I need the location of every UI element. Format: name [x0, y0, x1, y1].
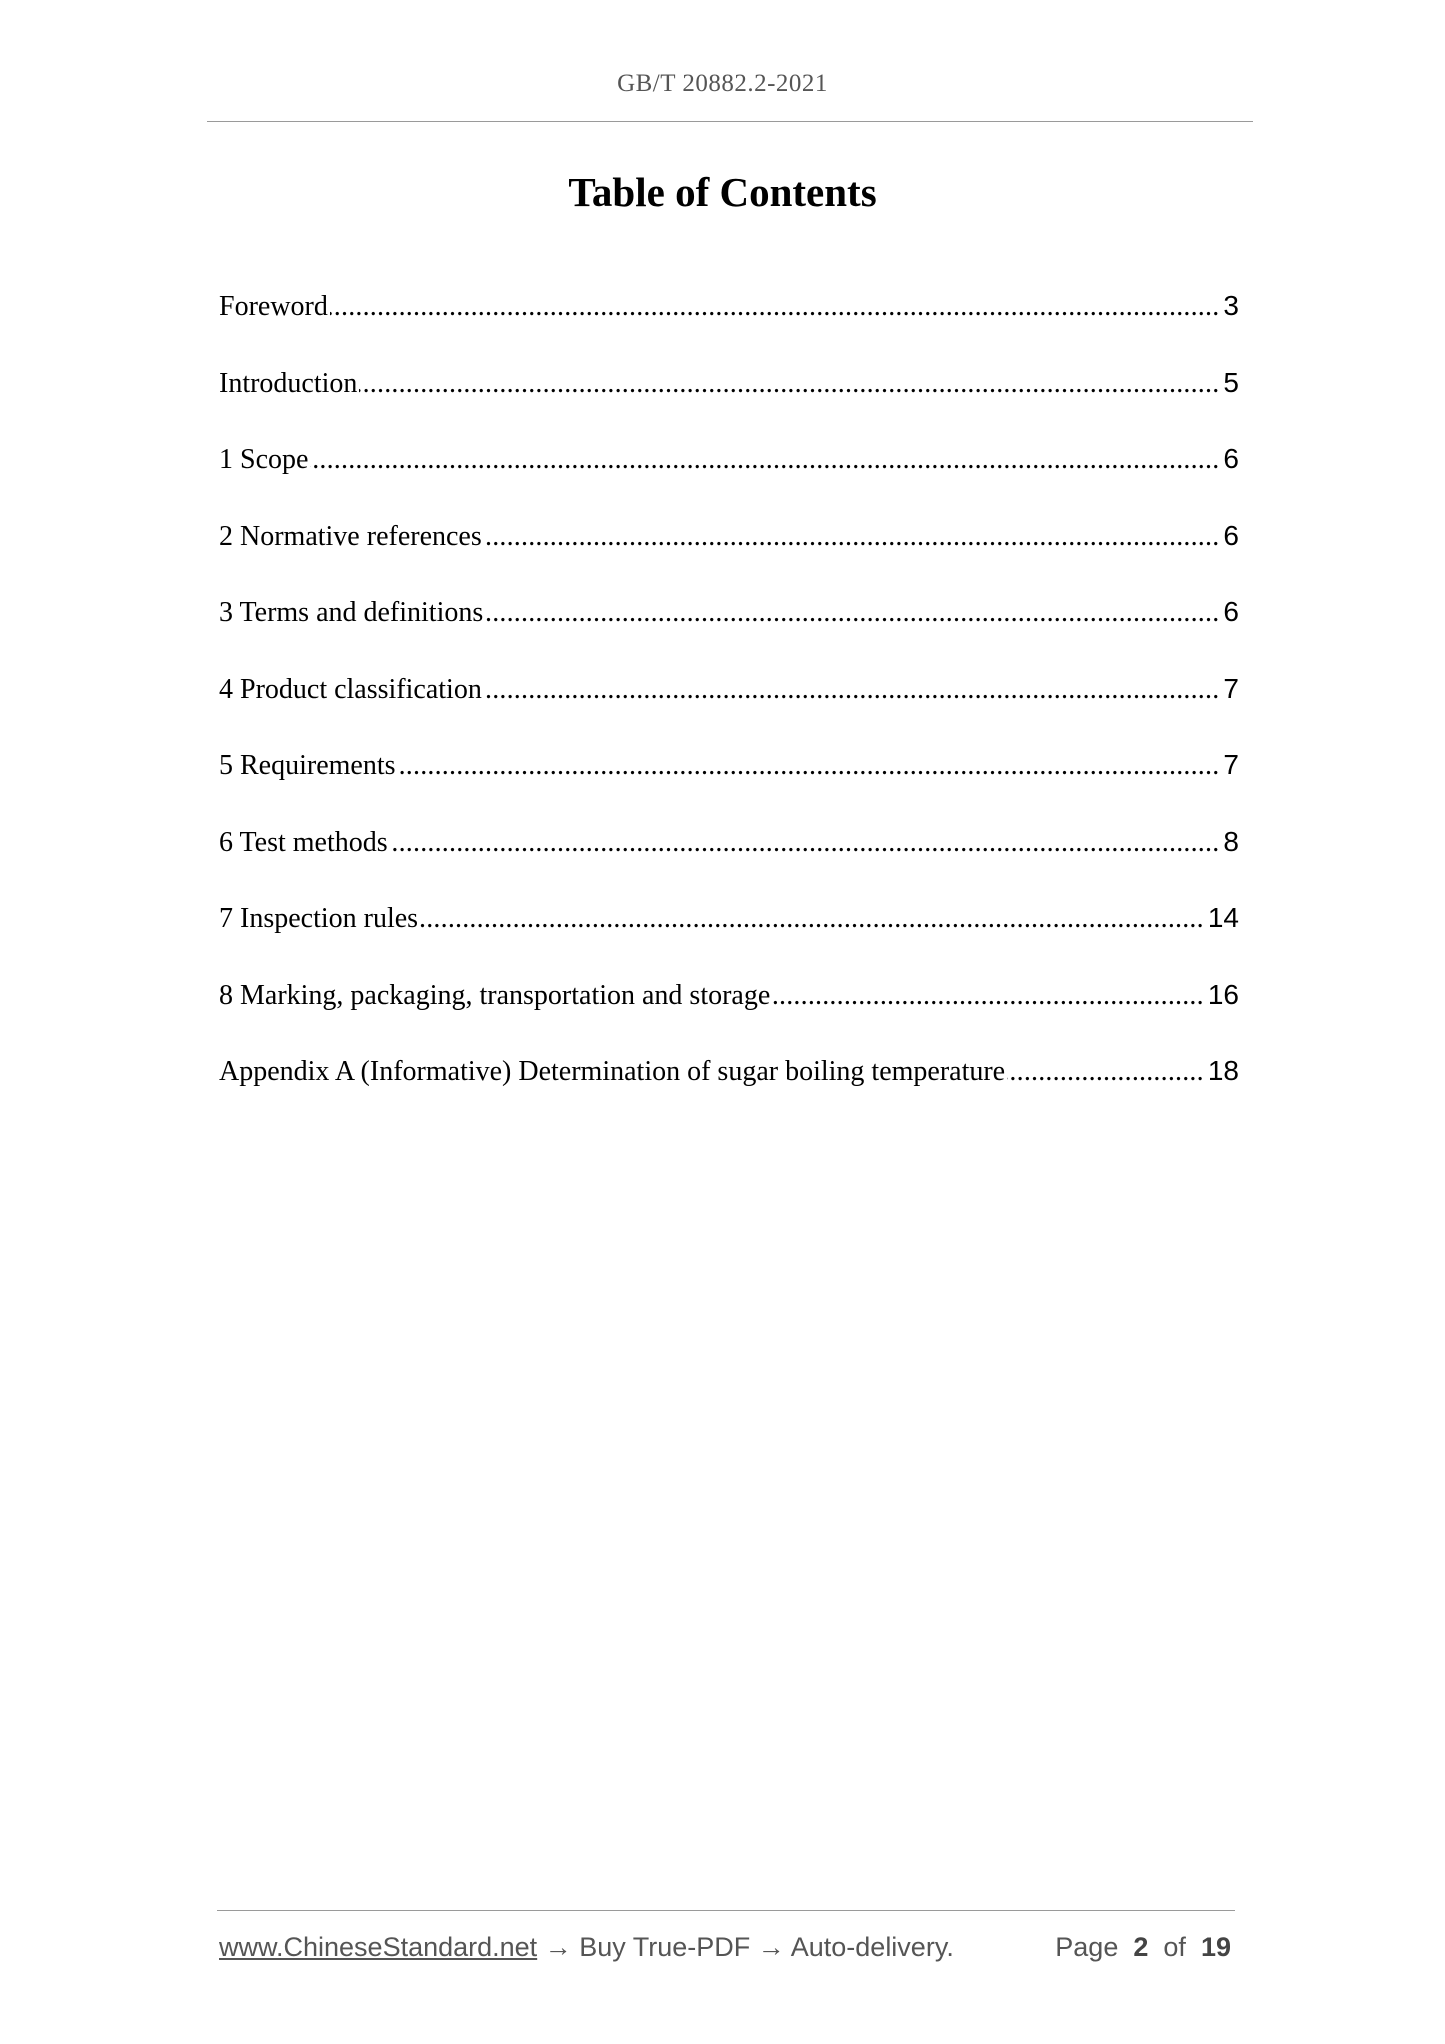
toc-entry-label: 5 Requirements	[219, 750, 396, 781]
toc-dot-leader	[359, 368, 1219, 400]
toc-entry-requirements[interactable]	[219, 749, 1239, 826]
toc-entry-page-number: 8	[1223, 825, 1239, 857]
toc-entry-label: 3 Terms and definitions	[219, 597, 484, 628]
toc-entry-page-number: 16	[1207, 978, 1239, 1010]
toc-entry-scope[interactable]	[219, 443, 1239, 520]
toc-entry-product-classification[interactable]	[219, 673, 1239, 750]
toc-entry-label: 7 Inspection rules	[219, 903, 419, 934]
total-pages-number: 19	[1200, 1932, 1231, 1962]
toc-entry-page-number: 6	[1223, 596, 1239, 627]
toc-entry-label: Appendix A (Informative) Determination of sugar boiling temperature	[219, 1056, 1006, 1087]
toc-entry-page-number: 18	[1207, 1055, 1239, 1086]
toc-entry-label: 2 Normative references	[219, 520, 482, 552]
toc-entry-page-number: 3	[1223, 290, 1239, 321]
toc-entry-inspection-rules[interactable]	[219, 902, 1239, 979]
toc-entry-page-number: 6	[1223, 519, 1239, 551]
toc-entry-label: Introduction	[219, 367, 358, 399]
toc-entry-label: 4 Product classification	[219, 673, 482, 705]
of-word: of	[1163, 1932, 1186, 1962]
toc-dot-leader	[390, 827, 1220, 859]
toc-entry-label: 6 Test methods	[219, 826, 388, 858]
website-link[interactable]: www.ChineseStandard.net	[219, 1932, 538, 1962]
toc-dot-leader	[484, 674, 1220, 706]
toc-dot-leader	[772, 980, 1204, 1012]
toc-dot-leader	[420, 903, 1204, 935]
page-indicator	[1055, 1932, 1231, 1963]
toc-entry-appendix-a[interactable]	[219, 1055, 1239, 1132]
toc-dot-leader	[398, 750, 1220, 782]
toc-entry-terms-and-definitions[interactable]	[219, 596, 1239, 673]
page-word: Page	[1055, 1932, 1119, 1962]
toc-entry-test-methods[interactable]	[219, 826, 1239, 903]
toc-entry-label: 1 Scope	[219, 444, 309, 475]
toc-entry-introduction[interactable]	[219, 367, 1239, 444]
toc-entry-page-number: 6	[1223, 443, 1239, 474]
toc-entry-normative-references[interactable]	[219, 520, 1239, 597]
toc-entry-page-number: 7	[1223, 672, 1239, 704]
toc-entry-label: 8 Marking, packaging, transportation and storage	[219, 979, 771, 1011]
toc-entry-label: Foreword	[219, 291, 328, 322]
toc-dot-leader	[485, 597, 1219, 629]
toc-dot-leader	[484, 521, 1220, 553]
current-page-number: 2	[1133, 1932, 1149, 1962]
toc-entry-page-number: 5	[1223, 366, 1239, 398]
footer-divider	[217, 1910, 1235, 1911]
toc-dot-leader	[310, 444, 1219, 476]
page-title: Table of Contents	[568, 169, 877, 215]
table-of-contents	[219, 290, 1239, 1132]
footer-promo	[219, 1932, 954, 1963]
toc-entry-marking-packaging[interactable]	[219, 979, 1239, 1056]
toc-dot-leader	[1007, 1056, 1204, 1088]
toc-entry-foreword[interactable]	[219, 290, 1239, 367]
page-footer	[219, 1932, 1231, 1963]
footer-tagline: → Buy True-PDF → Auto-delivery.	[537, 1932, 954, 1962]
toc-entry-page-number: 7	[1223, 749, 1239, 780]
toc-dot-leader	[330, 291, 1220, 323]
document-code-header: GB/T 20882.2-2021	[617, 70, 828, 97]
header-divider	[207, 121, 1253, 122]
toc-entry-page-number: 14	[1207, 902, 1239, 933]
